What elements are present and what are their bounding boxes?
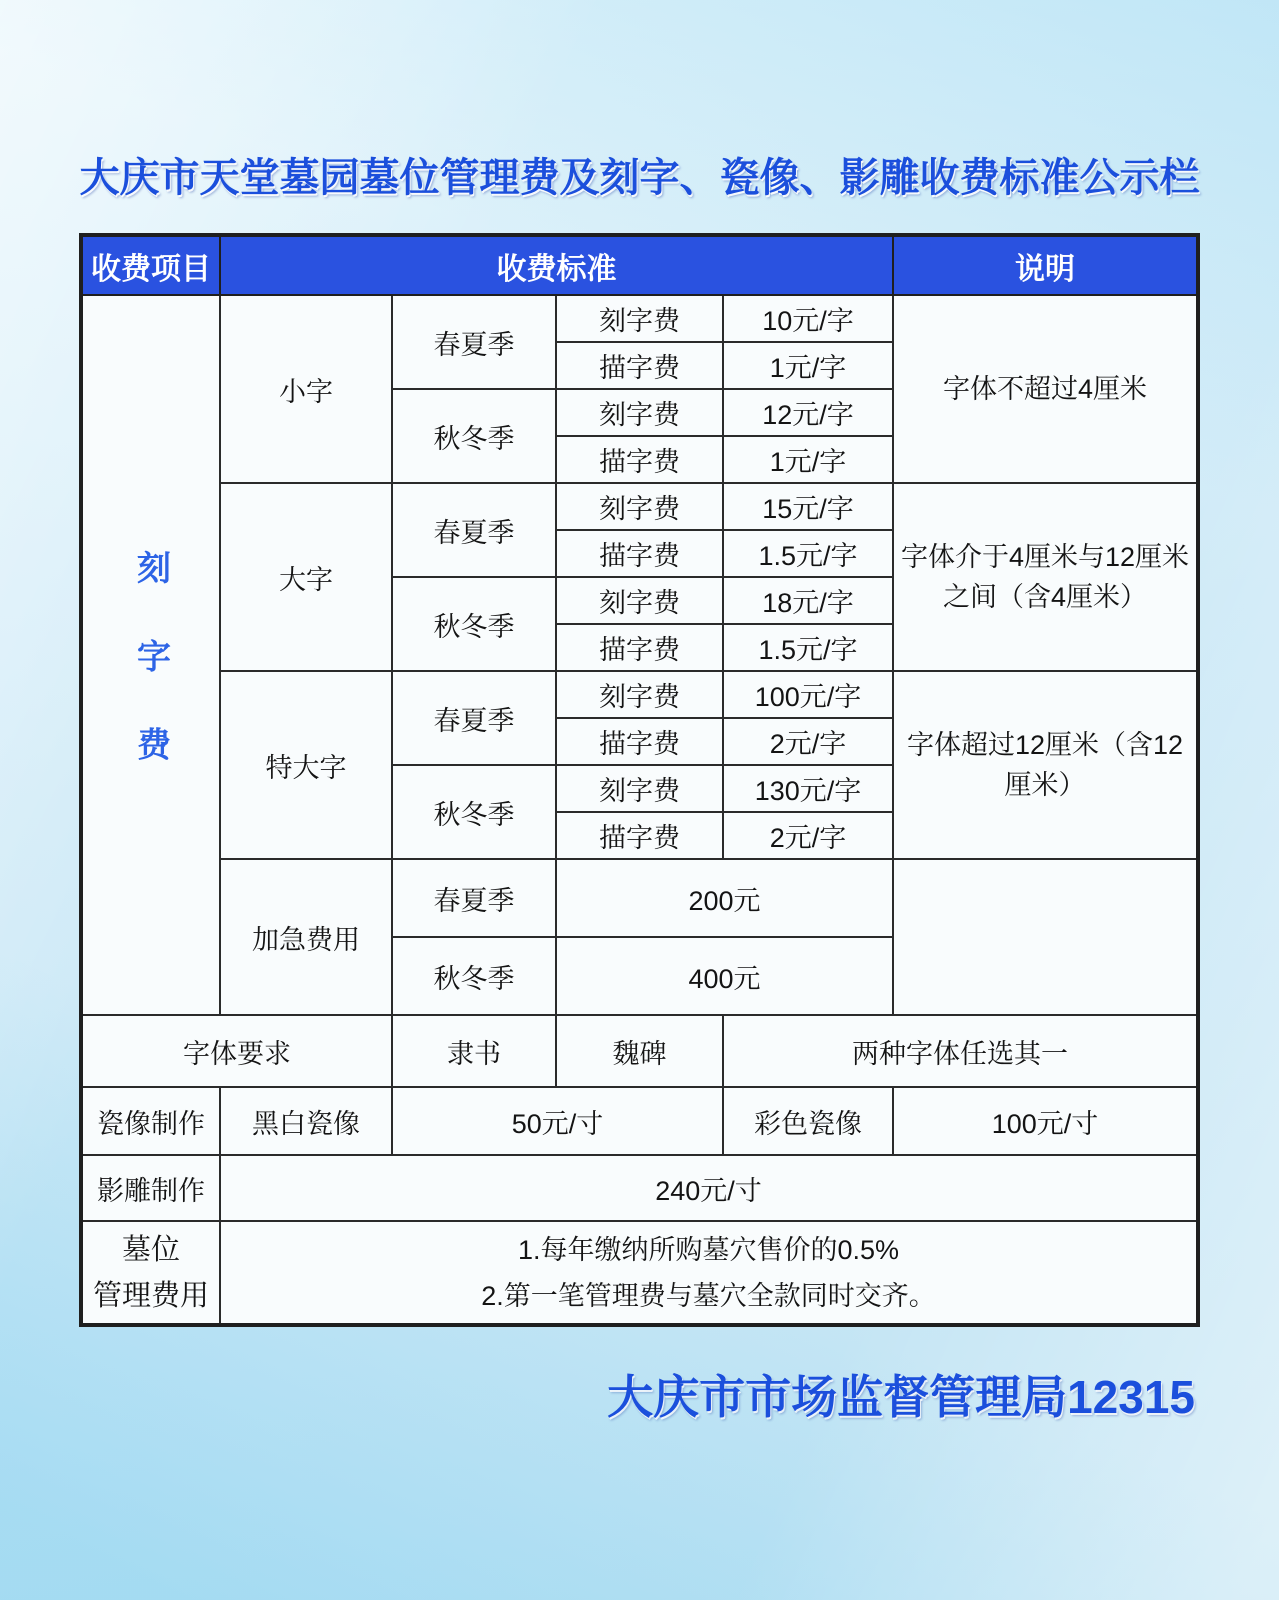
season-cell: 秋冬季 <box>392 577 556 671</box>
size-cell: 特大字 <box>220 671 392 859</box>
table-header-row <box>81 235 1198 295</box>
season-cell: 秋冬季 <box>392 765 556 859</box>
fee-price-cell: 130元/字 <box>723 765 893 812</box>
fee-type-cell: 刻字费 <box>556 389 723 436</box>
fee-price-cell: 400元 <box>556 937 893 1015</box>
shadow-carving-row <box>81 1155 1198 1221</box>
management-fee-row <box>81 1221 1198 1325</box>
fee-type-cell: 描字费 <box>556 436 723 483</box>
season-cell: 春夏季 <box>392 295 556 389</box>
fee-type-cell: 刻字费 <box>556 671 723 718</box>
season-cell: 春夏季 <box>392 859 556 937</box>
fee-price-cell: 2元/字 <box>723 718 893 765</box>
fee-price-cell: 1.5元/字 <box>723 624 893 671</box>
note-cell <box>893 859 1198 1015</box>
porcelain-color-price: 100元/寸 <box>893 1087 1198 1155</box>
fee-price-cell: 200元 <box>556 859 893 937</box>
fee-price-cell: 10元/字 <box>723 295 893 342</box>
font-requirement-note: 两种字体任选其一 <box>723 1015 1198 1087</box>
fee-price-cell: 12元/字 <box>723 389 893 436</box>
management-note-1: 1.每年缴纳所购墓穴售价的0.5% <box>517 1234 900 1265</box>
fee-type-cell: 刻字费 <box>556 577 723 624</box>
fee-type-cell: 刻字费 <box>556 765 723 812</box>
porcelain-label: 瓷像制作 <box>81 1087 220 1155</box>
font-option-cell: 魏碑 <box>556 1015 723 1087</box>
table-row <box>81 295 1198 342</box>
fee-price-cell: 1元/字 <box>723 342 893 389</box>
fee-price-cell: 2元/字 <box>723 812 893 859</box>
porcelain-bw-price: 50元/寸 <box>392 1087 723 1155</box>
header-fee-standard: 收费标准 <box>220 235 893 295</box>
header-note: 说明 <box>893 235 1198 295</box>
fee-type-cell: 描字费 <box>556 530 723 577</box>
fee-type-cell: 描字费 <box>556 624 723 671</box>
fee-type-cell: 刻字费 <box>556 295 723 342</box>
season-cell: 秋冬季 <box>392 937 556 1015</box>
footer-authority: 大庆市市场监督管理局12315 <box>607 1371 1195 1423</box>
engraving-section-cell <box>81 295 220 1015</box>
fee-price-cell: 18元/字 <box>723 577 893 624</box>
rush-label-cell: 加急费用 <box>220 859 392 1015</box>
season-cell: 秋冬季 <box>392 389 556 483</box>
note-cell: 字体介于4厘米与12厘米之间（含4厘米） <box>893 483 1198 671</box>
porcelain-row <box>81 1087 1198 1155</box>
font-requirement-row <box>81 1015 1198 1087</box>
management-note-2: 2.第一笔管理费与墓穴全款同时交齐。 <box>481 1280 936 1311</box>
page-title: 大庆市天堂墓园墓位管理费及刻字、瓷像、影雕收费标准公示栏 <box>79 156 1200 200</box>
fee-type-cell: 描字费 <box>556 812 723 859</box>
management-label <box>81 1221 220 1325</box>
management-notes <box>220 1221 1198 1325</box>
table-row <box>81 859 1198 937</box>
size-cell: 小字 <box>220 295 392 483</box>
fee-price-cell: 1.5元/字 <box>723 530 893 577</box>
management-label-line1: 墓位 <box>121 1233 180 1266</box>
header-fee-item: 收费项目 <box>81 235 220 295</box>
fee-type-cell: 描字费 <box>556 718 723 765</box>
season-cell: 春夏季 <box>392 671 556 765</box>
fee-price-cell: 100元/字 <box>723 671 893 718</box>
fee-type-cell: 描字费 <box>556 342 723 389</box>
fee-price-cell: 15元/字 <box>723 483 893 530</box>
shadow-carving-price: 240元/寸 <box>220 1155 1198 1221</box>
shadow-carving-label: 影雕制作 <box>81 1155 220 1221</box>
management-label-line2: 管理费用 <box>92 1279 209 1312</box>
engraving-section-label: 刻字费 <box>131 549 170 815</box>
fee-table <box>79 233 1200 1327</box>
fee-type-cell: 刻字费 <box>556 483 723 530</box>
fee-price-cell: 1元/字 <box>723 436 893 483</box>
note-cell: 字体不超过4厘米 <box>893 295 1198 483</box>
font-option-cell: 隶书 <box>392 1015 556 1087</box>
note-cell: 字体超过12厘米（含12厘米） <box>893 671 1198 859</box>
porcelain-bw-label: 黑白瓷像 <box>220 1087 392 1155</box>
season-cell: 春夏季 <box>392 483 556 577</box>
size-cell: 大字 <box>220 483 392 671</box>
table-row <box>81 671 1198 718</box>
table-row <box>81 483 1198 530</box>
font-requirement-label: 字体要求 <box>81 1015 392 1087</box>
porcelain-color-label: 彩色瓷像 <box>723 1087 893 1155</box>
